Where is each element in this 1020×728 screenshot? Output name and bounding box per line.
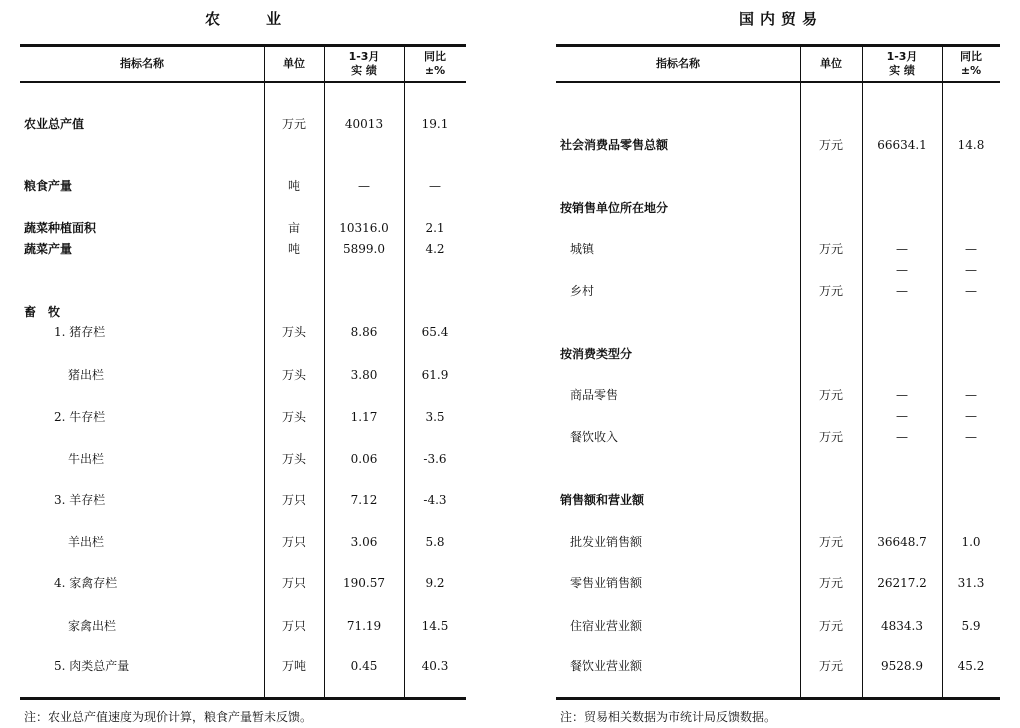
- row-value: 36648.7: [877, 535, 927, 549]
- table-row: [20, 491, 466, 509]
- row-unit: 万元: [818, 242, 843, 256]
- row-unit: [264, 303, 324, 321]
- table-row: [20, 303, 466, 321]
- table-row: [556, 491, 1000, 509]
- row-value: 10316.0: [339, 221, 389, 235]
- row-yoy: 40.3: [421, 659, 449, 673]
- row-unit: 万头: [281, 368, 306, 382]
- row-name: 社会消费品零售总额: [560, 138, 669, 152]
- row-name: 蔬菜种植面积: [24, 221, 97, 235]
- row-unit: [800, 407, 862, 425]
- row-yoy: 19.1: [421, 117, 449, 131]
- row-value: 3.06: [350, 535, 378, 549]
- row-yoy: 14.8: [957, 138, 985, 152]
- table-row: [556, 533, 1000, 551]
- table-row: [556, 199, 1000, 217]
- row-name: 按消费类型分: [560, 347, 633, 361]
- row-name: 2. 牛存栏: [54, 410, 106, 424]
- row-name: 1. 猪存栏: [54, 325, 106, 339]
- table-row: [556, 617, 1000, 635]
- row-unit: 万只: [281, 493, 306, 507]
- table-row: [556, 574, 1000, 592]
- row-name: 羊出栏: [68, 535, 105, 549]
- row-yoy: 2.1: [425, 221, 445, 235]
- row-name: 商品零售: [570, 388, 619, 402]
- row-yoy: 61.9: [421, 368, 449, 382]
- domestic-trade-panel: [556, 0, 1000, 728]
- row-unit: 万元: [818, 388, 843, 402]
- table-row: [20, 177, 466, 195]
- row-unit: 吨: [287, 242, 300, 256]
- table-row: [556, 657, 1000, 675]
- row-yoy: [942, 199, 1000, 217]
- row-yoy: 1.0: [961, 535, 981, 549]
- table-row: [20, 574, 466, 592]
- table-row: [556, 345, 1000, 363]
- row-unit: 万元: [818, 430, 843, 444]
- row-name: 农业总产值: [24, 117, 85, 131]
- table-row: [556, 386, 1000, 404]
- row-yoy: [942, 345, 1000, 363]
- row-value: 1.17: [350, 410, 378, 424]
- row-unit: 万元: [818, 619, 843, 633]
- agriculture-note: 注：农业总产值速度为现价计算，粮食产量暂未反馈。: [24, 710, 313, 724]
- row-unit: 万元: [818, 535, 843, 549]
- row-name: 4. 家禽存栏: [54, 576, 118, 590]
- row-name: [570, 407, 800, 425]
- row-unit: 万头: [281, 452, 306, 466]
- row-unit: 亩: [287, 221, 300, 235]
- row-name: 畜 牧: [24, 305, 61, 319]
- row-name: 粮食产量: [24, 179, 73, 193]
- row-unit: 万元: [818, 138, 843, 152]
- row-yoy: 45.2: [957, 659, 985, 673]
- row-yoy: [942, 491, 1000, 509]
- header-actual: 1-3月 实 绩: [886, 50, 918, 77]
- row-value: —: [896, 263, 908, 277]
- row-name: 3. 羊存栏: [54, 493, 106, 507]
- row-unit: 万元: [818, 284, 843, 298]
- row-yoy: —: [965, 430, 977, 444]
- header-actual: 1-3月 实 绩: [348, 50, 380, 77]
- table-row: [20, 240, 466, 258]
- row-value: —: [358, 179, 370, 193]
- header-yoy: 同比 ±%: [960, 50, 982, 77]
- row-unit: 万元: [281, 117, 306, 131]
- row-value: [862, 199, 942, 217]
- table-row: [20, 450, 466, 468]
- table-row: [556, 136, 1000, 154]
- row-value: —: [896, 430, 908, 444]
- row-name: 城镇: [570, 242, 595, 256]
- row-value: 26217.2: [877, 576, 927, 590]
- row-yoy: 9.2: [425, 576, 445, 590]
- row-value: 3.80: [350, 368, 378, 382]
- row-yoy: 4.2: [425, 242, 445, 256]
- row-yoy: 3.5: [425, 410, 445, 424]
- table-row: [20, 115, 466, 133]
- row-unit: [800, 199, 862, 217]
- row-yoy: 31.3: [957, 576, 985, 590]
- row-name: 牛出栏: [68, 452, 105, 466]
- table-row: [20, 657, 466, 675]
- row-name: 按销售单位所在地分: [560, 201, 669, 215]
- header-indicator: 指标名称: [656, 57, 700, 70]
- row-name: 蔬菜产量: [24, 242, 73, 256]
- row-yoy: 65.4: [421, 325, 449, 339]
- row-yoy: -3.6: [423, 452, 447, 466]
- row-value: 40013: [344, 117, 384, 131]
- bottom-rule: [20, 697, 466, 700]
- row-value: —: [896, 242, 908, 256]
- row-unit: 万元: [818, 659, 843, 673]
- row-unit: 万吨: [281, 659, 306, 673]
- row-value: 0.06: [350, 452, 378, 466]
- row-value: 7.12: [350, 493, 378, 507]
- table-row: [20, 617, 466, 635]
- row-value: 190.57: [343, 576, 385, 590]
- row-unit: 万只: [281, 535, 306, 549]
- table-row: [556, 407, 1000, 425]
- bottom-rule: [556, 697, 1000, 700]
- table-row: [556, 428, 1000, 446]
- row-yoy: 5.9: [961, 619, 981, 633]
- trade-note: 注：贸易相关数据为市统计局反馈数据。: [560, 710, 777, 724]
- row-value: 71.19: [346, 619, 382, 633]
- table-row: [20, 323, 466, 341]
- row-value: 9528.9: [881, 659, 923, 673]
- row-yoy: —: [965, 242, 977, 256]
- row-unit: 万头: [281, 325, 306, 339]
- header-rule: [556, 81, 1000, 83]
- row-yoy: 14.5: [421, 619, 449, 633]
- domestic-trade-title: 国内贸易: [738, 10, 823, 28]
- row-name: 销售额和营业额: [560, 493, 645, 507]
- table-row: [556, 240, 1000, 258]
- row-yoy: —: [965, 263, 977, 277]
- row-name: 餐饮收入: [570, 430, 619, 444]
- row-value: 5899.0: [343, 242, 385, 256]
- row-value: 66634.1: [877, 138, 927, 152]
- row-yoy: [404, 303, 466, 321]
- row-name: 餐饮业营业额: [570, 659, 643, 673]
- row-unit: [800, 491, 862, 509]
- header-indicator: 指标名称: [120, 57, 164, 70]
- table-row: [20, 366, 466, 384]
- row-name: 零售业销售额: [570, 576, 643, 590]
- row-unit: 吨: [287, 179, 300, 193]
- row-name: [570, 261, 800, 279]
- row-unit: 万只: [281, 619, 306, 633]
- row-value: [862, 491, 942, 509]
- header-unit: 单位: [820, 57, 842, 70]
- row-value: —: [896, 409, 908, 423]
- header-yoy: 同比 ±%: [424, 50, 446, 77]
- row-yoy: —: [965, 284, 977, 298]
- row-value: —: [896, 388, 908, 402]
- row-unit: 万只: [281, 576, 306, 590]
- row-value: 0.45: [350, 659, 378, 673]
- row-yoy: —: [429, 179, 441, 193]
- agriculture-panel: [20, 0, 466, 728]
- row-name: 批发业销售额: [570, 535, 643, 549]
- row-name: 5. 肉类总产量: [54, 659, 130, 673]
- row-value: 4834.3: [881, 619, 923, 633]
- row-unit: 万元: [818, 576, 843, 590]
- table-row: [20, 533, 466, 551]
- header-rule: [20, 81, 466, 83]
- table-row: [556, 282, 1000, 300]
- row-name: 猪出栏: [68, 368, 105, 382]
- row-value: —: [896, 284, 908, 298]
- row-name: 住宿业营业额: [570, 619, 643, 633]
- row-value: [324, 303, 404, 321]
- row-unit: 万头: [281, 410, 306, 424]
- header-unit: 单位: [283, 57, 305, 70]
- row-name: 乡村: [570, 284, 595, 298]
- agriculture-title: 农业: [204, 10, 327, 28]
- row-yoy: -4.3: [423, 493, 447, 507]
- row-value: 8.86: [350, 325, 378, 339]
- row-name: 家禽出栏: [68, 619, 117, 633]
- table-row: [20, 408, 466, 426]
- row-unit: [800, 261, 862, 279]
- table-row: [556, 261, 1000, 279]
- row-yoy: —: [965, 409, 977, 423]
- row-value: [862, 345, 942, 363]
- row-yoy: —: [965, 388, 977, 402]
- table-row: [20, 219, 466, 237]
- row-yoy: 5.8: [425, 535, 445, 549]
- row-unit: [800, 345, 862, 363]
